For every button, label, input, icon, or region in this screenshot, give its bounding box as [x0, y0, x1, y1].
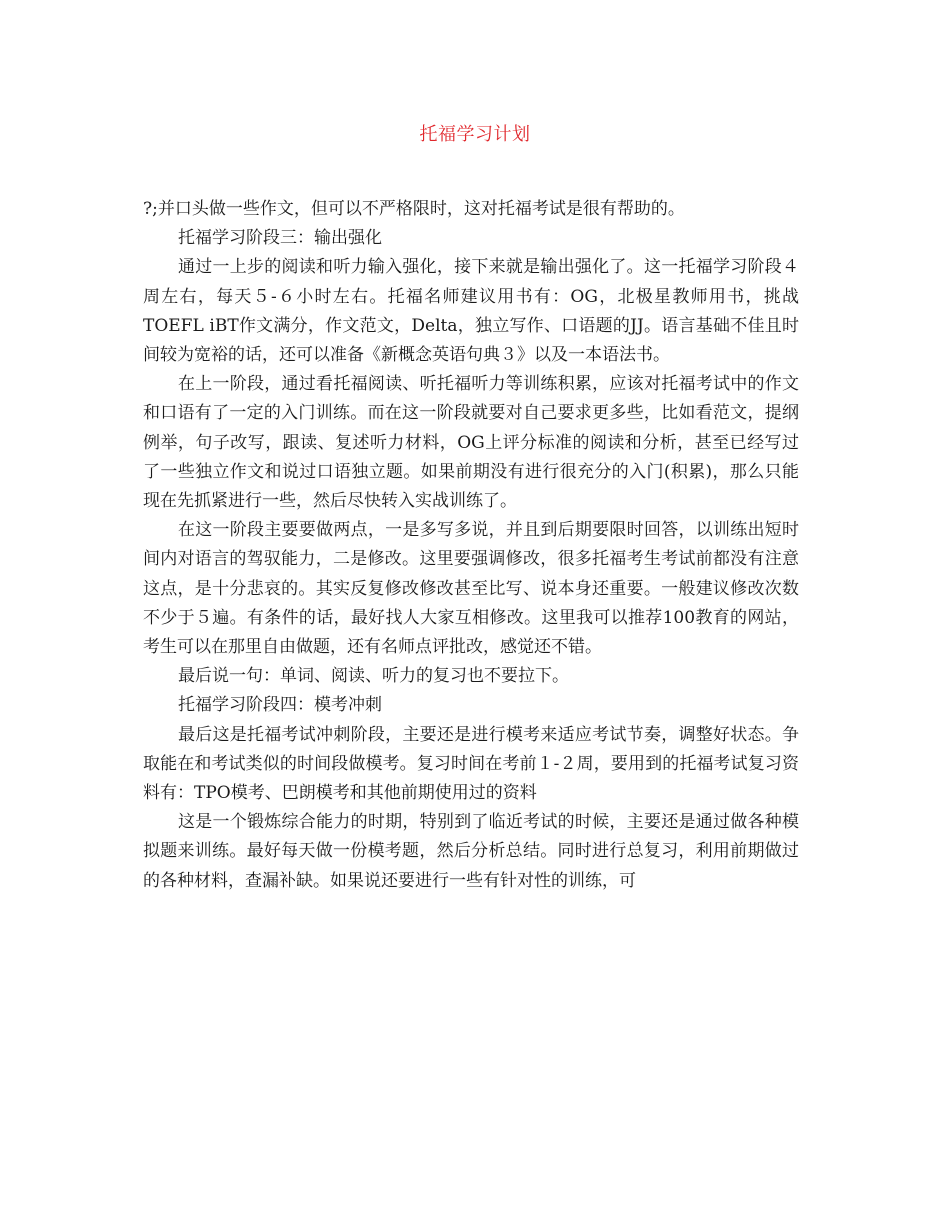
paragraph-6: 最后说一句：单词、阅读、听力的复习也不要拉下。	[178, 666, 569, 687]
paragraph-1: ?;并口头做一些作文，但可以不严格限时，这对托福考试是很有帮助的。	[143, 199, 685, 219]
paragraph-4: 在上一阶段，通过看托福阅读、听托福听力等训练积累，应该对托福考试中的作文和口语有了一定的入门训练。而在这一阶段就要对自己要求更多些，比如看范文，提纲例举，句子改写，跟读、复述听力材料，OG上评分标准的阅读和分析，甚至已经写过了一些独立作文和说过口语独立题。如果前期没有进行很充分的入门(积累)，那么只能现在先抓紧进行一些，然后尽快转入实战训练了。	[143, 374, 799, 512]
paragraph-9: 这是一个锻炼综合能力的时期，特别到了临近考试的时候，主要还是通过做各种模拟题来训练。最好每天做一份模考题，然后分析总结。同时进行总复习，利用前期做过的各种材料，查漏补缺。如果说还要进行一些有针对性的训练，可	[143, 812, 799, 891]
section-heading-4: 托福学习阶段四：模考冲刺	[178, 695, 382, 716]
section-heading-3: 托福学习阶段三：输出强化	[178, 228, 382, 249]
paragraph-8: 最后这是托福考试冲刺阶段，主要还是进行模考来适应考试节奏，调整好状态。争取能在和考试类似的时间段做模考。复习时间在考前１-２周，要用到的托福考试复习资料有：TPO模考、巴朗模考和其他前期使用过的资料	[143, 724, 799, 804]
paragraph-5: 在这一阶段主要要做两点，一是多写多说，并且到后期要限时回答，以训练出短时间内对语言的驾驭能力，二是修改。这里要强调修改，很多托福考生考试前都没有注意这点，是十分悲哀的。其实反复修改修改甚至比写、说本身还重要。一般建议修改次数不少于５遍。有条件的话，最好找人大家互相修改。这里我可以推荐100教育的网站，考生可以在那里自由做题，还有名师点评批改，感觉还不错。	[143, 520, 799, 658]
document-title: 托福学习计划	[419, 124, 531, 145]
document-body	[143, 195, 799, 896]
paragraph-3: 通过一上步的阅读和听力输入强化，接下来就是输出强化了。这一托福学习阶段４周左右，每天５-６小时左右。托福名师建议用书有：OG，北极星教师用书，挑战TOEFL iBT作文满分，作文范文，Delta，独立写作、口语题的JJ。语言基础不佳且时间较为宽裕的话，还可以准备《新概念英语句典３》以及一本语法书。	[143, 257, 799, 366]
